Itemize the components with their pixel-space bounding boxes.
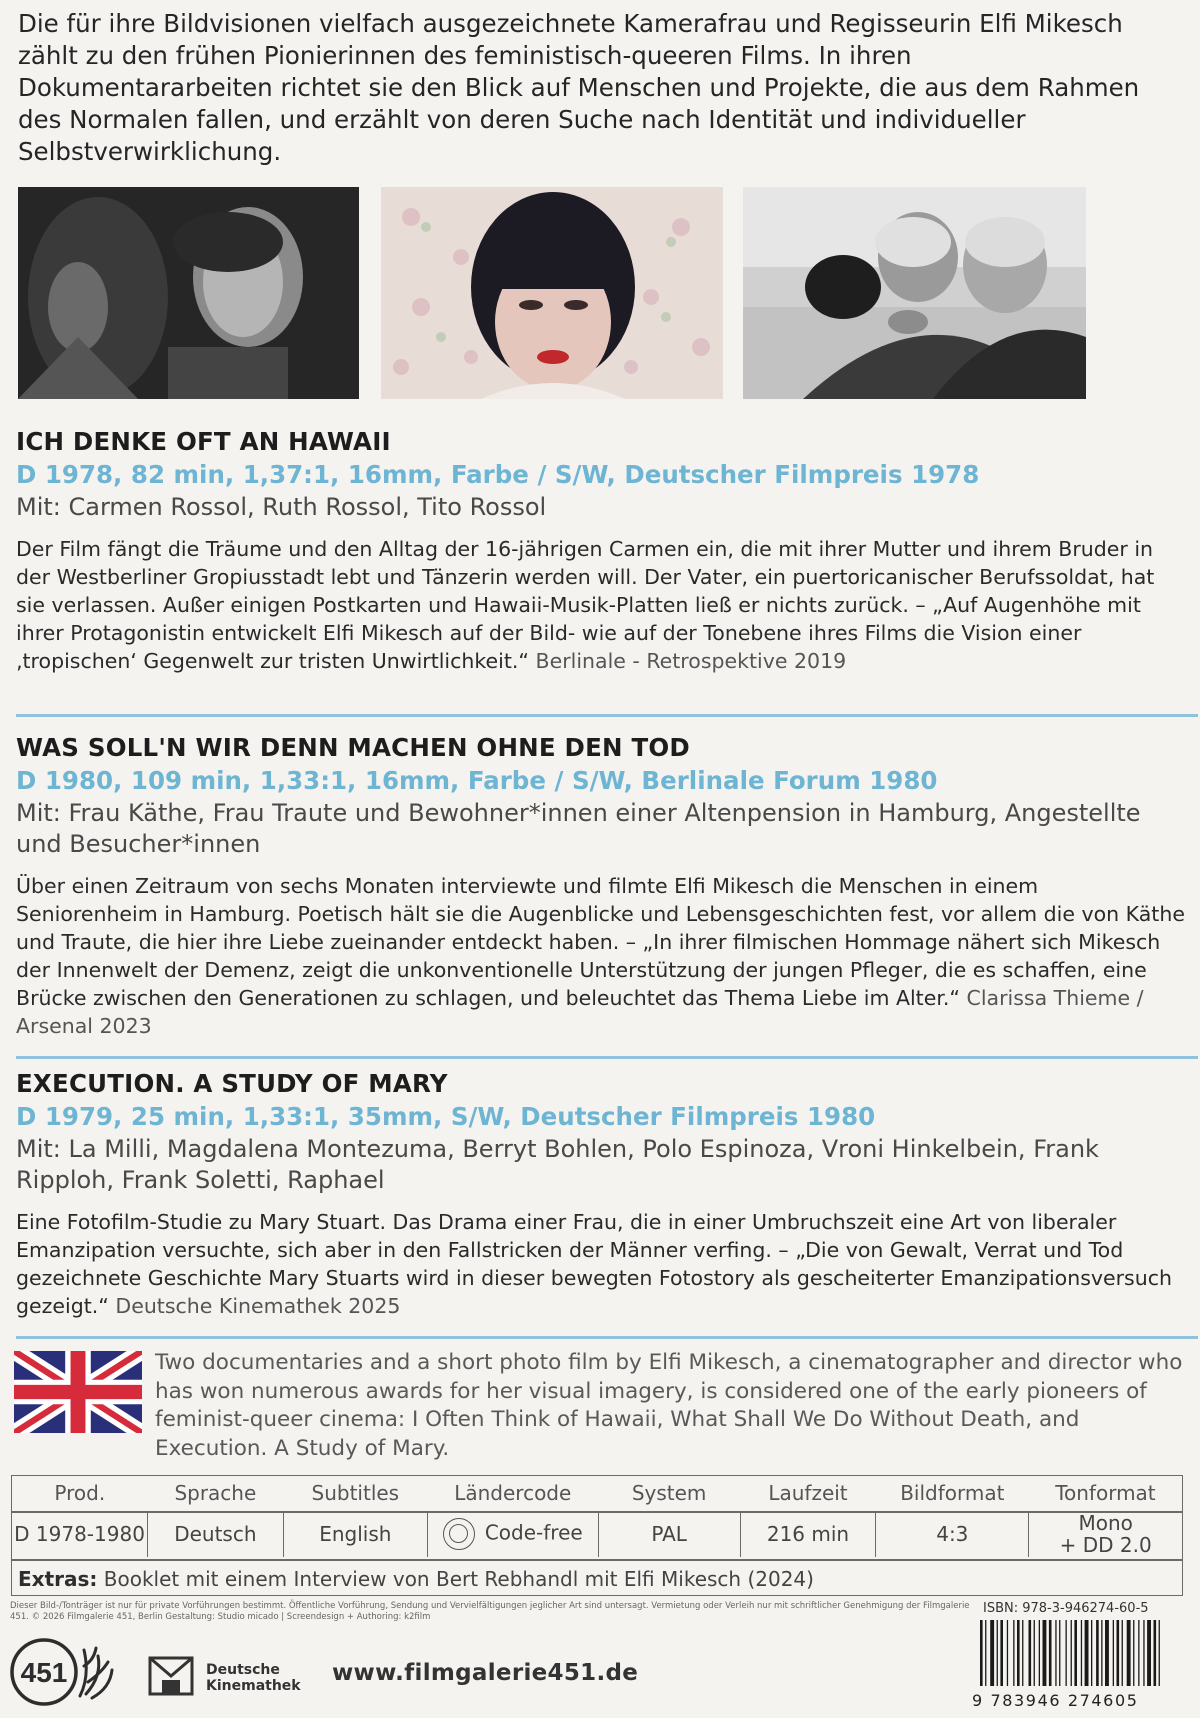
specs-header: Bildformat: [900, 1481, 1005, 1505]
film-title: EXECUTION. A STUDY OF MARY: [16, 1069, 448, 1098]
isbn-label: ISBN: 978-3-946274-60-5: [983, 1601, 1149, 1616]
barcode-bar: [1096, 1620, 1099, 1686]
film-cast: Mit: Frau Käthe, Frau Traute und Bewohner*innen einer Altenpension in Hamburg, Angestellte und Besucher*innen: [16, 799, 1141, 858]
specs-table: [12, 1475, 1182, 1557]
uk-flag-icon: [14, 1351, 142, 1433]
barcode: [968, 1620, 1180, 1692]
barcode-bar: [1022, 1620, 1023, 1686]
quote-source: Berlinale - Retrospektive 2019: [535, 649, 847, 673]
specs-header: Sprache: [174, 1481, 257, 1505]
specs-value: Deutsch: [148, 1511, 284, 1557]
specs-header: Tonformat: [1055, 1481, 1156, 1505]
barcode-bar: [1105, 1620, 1109, 1686]
barcode-bar: [1085, 1620, 1089, 1686]
region-free-icon: [443, 1518, 475, 1550]
film-still-portrait: [381, 187, 723, 399]
film-title: WAS SOLL'N WIR DENN MACHEN OHNE DEN TOD: [16, 733, 690, 762]
barcode-bar: [1055, 1620, 1056, 1686]
extras-text: Booklet mit einem Interview von Bert Rebhandl mit Elfi Mikesch (2024): [103, 1567, 814, 1591]
specs-value: 4:3: [876, 1511, 1029, 1557]
section-divider: [16, 1056, 1198, 1059]
barcode-bar: [1143, 1620, 1144, 1686]
specs-value: English: [283, 1511, 427, 1557]
barcode-bar: [1007, 1620, 1008, 1686]
quote-source: Clarissa Thieme / Arsenal 2023: [16, 986, 1144, 1038]
barcode-bar: [1071, 1620, 1072, 1686]
film-meta: D 1979, 25 min, 1,33:1, 35mm, S/W, Deutscher Filmpreis 1980: [16, 1102, 876, 1131]
specs-value-tonformat: [1029, 1511, 1182, 1557]
specs-header: Subtitles: [311, 1481, 400, 1505]
barcode-bar: [1074, 1620, 1077, 1686]
dk-line: Kinemathek: [206, 1678, 301, 1694]
film-cast: Mit: La Milli, Magdalena Montezuma, Berryt Bohlen, Polo Espinoza, Vroni Hinkelbein, Frank Ripploh, Frank Soletti, Raphael: [16, 1135, 1099, 1194]
deutsche-kinemathek-wordmark: [206, 1662, 301, 1694]
tonformat-line: + DD 2.0: [1059, 1533, 1152, 1557]
barcode-bar: [1013, 1620, 1014, 1686]
barcode-bar: [1159, 1620, 1160, 1686]
english-summary: Two documentaries and a short photo film by Elfi Mikesch, a cinematographer and director who has won numerous awards for her visual imagery, is considered one of the early pioneers of feminist-queer cinema: I Often Think of Hawaii, What Shall We Do Without Death, and Execution. A Study of Mary.: [155, 1350, 1183, 1461]
barcode-bar: [997, 1620, 998, 1686]
barcode-bar: [1081, 1620, 1082, 1686]
specs-header-row: [12, 1475, 1182, 1511]
specs-header: System: [631, 1481, 707, 1505]
film-cast: Mit: Carmen Rossol, Ruth Rossol, Tito Rossol: [16, 493, 547, 521]
film-section-hawaii: [16, 427, 1186, 675]
section-divider: [16, 1336, 1198, 1339]
film-meta: D 1978, 82 min, 1,37:1, 16mm, Farbe / S/W, Deutscher Filmpreis 1978: [16, 460, 980, 489]
barcode-bar: [1017, 1620, 1020, 1686]
film-section-mary: [16, 1069, 1186, 1320]
extras-line: [18, 1565, 814, 1593]
region-code-text: Code-free: [484, 1520, 583, 1545]
film-description: [16, 1208, 1186, 1320]
barcode-bar: [1133, 1620, 1134, 1686]
film-description-text: Eine Fotofilm-Studie zu Mary Stuart. Das Drama einer Frau, die in einer Umbruchszeit eine Art von liberaler Emanzipation versuchte, sich aber in den Fallstricken der Männer verfing. – „Die von Gewalt, Verrat und Tod gezeichnete Geschichte Mary Stuarts wird in dieser bewegten Fotostory als gescheiterter Emanzipationsversuch gezeigt.“: [16, 1210, 1172, 1318]
extras-label: Extras:: [18, 1567, 98, 1591]
specs-header: Ländercode: [454, 1481, 572, 1505]
legal-notice: Dieser Bild-/Tonträger ist nur für private Vorführungen bestimmt. Öffentliche Vorführung, Sendung und Vervielfältigungen jeglicher Art sind untersagt. Vermietung oder Verleih nur mit schriftlicher Genehmigung der Filmgalerie 451. © 2026 Filmgalerie 451, Berlin Gestaltung: Studio micado | Screendesign + Authoring: k2film: [10, 1601, 970, 1622]
barcode-bar: [1034, 1620, 1035, 1686]
section-divider: [16, 714, 1198, 717]
film-meta: D 1980, 109 min, 1,33:1, 16mm, Farbe / S/W, Berlinale Forum 1980: [16, 766, 938, 795]
barcode-number: 9 783946 274605: [972, 1691, 1139, 1710]
dk-line: Deutsche: [206, 1662, 280, 1678]
filmgalerie-451-logo: [10, 1636, 116, 1708]
barcode-bar: [1147, 1620, 1151, 1686]
film-section-tod: [16, 733, 1186, 1040]
specs-value: 216 min: [740, 1511, 876, 1557]
barcode-bar: [1101, 1620, 1102, 1686]
barcode-bar: [1066, 1620, 1067, 1686]
film-still-hawaii: [18, 187, 359, 399]
barcode-bar: [1049, 1620, 1052, 1686]
website-url[interactable]: www.filmgalerie451.de: [332, 1660, 639, 1686]
quote-source: Deutsche Kinemathek 2025: [115, 1294, 401, 1318]
film-stills: [18, 187, 1188, 401]
barcode-bar: [1029, 1620, 1032, 1686]
specs-value: PAL: [598, 1511, 740, 1557]
barcode-bar: [1091, 1620, 1092, 1686]
barcode-bar: [1043, 1620, 1047, 1686]
specs-value: D 1978-1980: [14, 1522, 145, 1546]
specs-value-row: [12, 1511, 1182, 1557]
barcode-bar: [1154, 1620, 1157, 1686]
barcode-bar: [1117, 1620, 1120, 1686]
barcode-bar: [1113, 1620, 1114, 1686]
film-still-seniors: [743, 187, 1086, 399]
barcode-bar: [1039, 1620, 1040, 1686]
barcode-bar: [1000, 1620, 1003, 1686]
film-description: [16, 535, 1186, 675]
tonformat-line: Mono: [1078, 1511, 1133, 1535]
specs-value-region: [427, 1511, 598, 1557]
specs-divider: [11, 1559, 1183, 1561]
barcode-bar: [990, 1620, 994, 1686]
film-description-text: Der Film fängt die Träume und den Alltag der 16-jährigen Carmen ein, die mit ihrer Mutter und ihrem Bruder in der Westberliner Gropiusstadt lebt und Tänzerin werden will. Der Vater, ein puertoricanischer Berufssoldat, hat sie verlassen. Außer einigen Postkarten und Hawaii-Musik-Platten ließ er nichts zurück. – „Auf Augenhöhe mit ihrer Protagonistin entwickelt Elfi Mikesch auf der Bild- wie auf der Tonebene ihres Films die Vision einer ‚tropischen‘ Gegenwelt zur tristen Unwirtlichkeit.“: [16, 537, 1155, 673]
barcode-bar: [1059, 1620, 1060, 1686]
barcode-bar: [1122, 1620, 1123, 1686]
barcode-bar: [985, 1620, 986, 1686]
logo-451-text: 451: [20, 1657, 68, 1688]
specs-header: Prod.: [54, 1481, 106, 1505]
barcode-bar: [1127, 1620, 1131, 1686]
intro-text: Die für ihre Bildvisionen vielfach ausgezeichnete Kamerafrau und Regisseurin Elfi Mikesch zählt zu den frühen Pionierinnen des feministisch-queeren Films. In ihren Dokumentararbeiten richtet sie den Blick auf Menschen und Projekte, die aus dem Rahmen des Normalen fallen, und erzählt von deren Suche nach Identität und individueller Selbstverwirklichung.: [18, 9, 1140, 166]
film-title: ICH DENKE OFT AN HAWAII: [16, 427, 391, 456]
film-description: [16, 872, 1186, 1040]
barcode-bar: [980, 1620, 983, 1686]
specs-header: Laufzeit: [768, 1481, 848, 1505]
barcode-bar: [1138, 1620, 1139, 1686]
deutsche-kinemathek-logo-icon: [148, 1656, 194, 1696]
film-description-text: Über einen Zeitraum von sechs Monaten interviewte und filmte Elfi Mikesch die Menschen in einem Seniorenheim in Hamburg. Poetisch hält sie die Augenblicke und Lebensgeschichten fest, vor allem die von Käthe und Traute, die hier ihre Liebe zueinander entdeckt haben. – „In ihrer filmischen Hommage nähert sich Mikesch der Innenwelt der Demenz, zeigt die unkonventionelle Unterstützung der jungen Pfleger, die es schaffen, eine Brücke zwischen den Generationen zu schlagen, und beleuchtet das Thema Liebe im Alter.“: [16, 874, 1185, 1010]
